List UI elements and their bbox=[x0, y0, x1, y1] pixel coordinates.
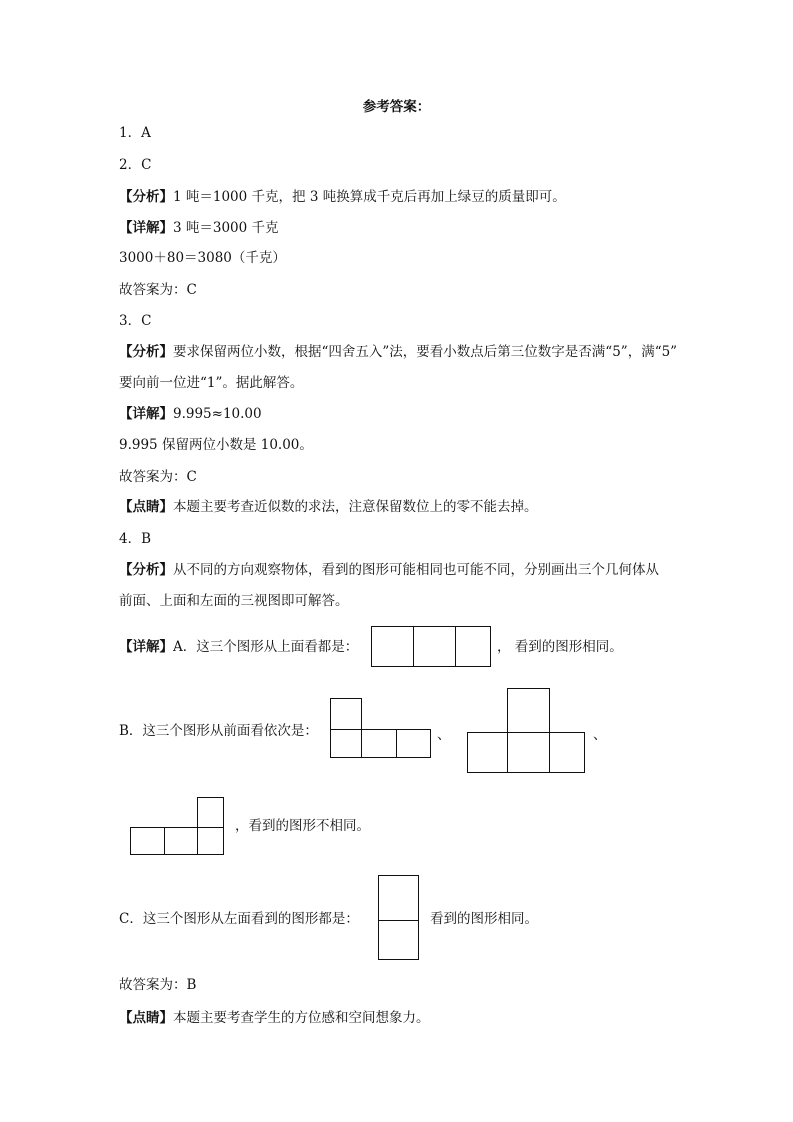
page-title: 参考答案： bbox=[362, 99, 431, 115]
q4-analysis-cont: 前面、上面和左面的三视图即可解答。 bbox=[119, 593, 349, 609]
q3-calc: 9.995 保留两位小数是 10.00。 bbox=[119, 437, 313, 453]
q4-analysis bbox=[119, 561, 659, 579]
analysis-text: 从不同的方向观察物体，看到的图形可能相同也可能不同，分别画出三个几何体从 bbox=[173, 562, 659, 578]
q4-detail-c: C．这三个图形从左面看到的图形都是： bbox=[119, 911, 359, 927]
front-view-square bbox=[197, 827, 224, 855]
q3-answer: 故答案为：C bbox=[119, 469, 197, 485]
detail-text: 3 吨＝3000 千克 bbox=[173, 220, 279, 236]
front-view-square bbox=[396, 729, 431, 758]
detail-tag: 【详解】 bbox=[119, 220, 173, 236]
front-view-square bbox=[549, 732, 585, 773]
answer-1: 1．A bbox=[119, 125, 151, 141]
front-view-square bbox=[330, 698, 362, 730]
front-view-square bbox=[467, 732, 508, 773]
top-view-square bbox=[371, 626, 414, 667]
comment-tag: 【点睛】 bbox=[119, 1010, 173, 1026]
analysis-text: 1 吨＝1000 千克，把 3 吨换算成千克后再加上绿豆的质量即可。 bbox=[173, 189, 566, 205]
comment-text: 本题主要考查近似数的求法，注意保留数位上的零不能去掉。 bbox=[173, 499, 538, 515]
front-view-square bbox=[130, 827, 165, 855]
analysis-tag: 【分析】 bbox=[119, 562, 173, 578]
front-view-square bbox=[330, 729, 362, 758]
q4-c-suffix: 看到的图形相同。 bbox=[430, 911, 538, 927]
q2-answer: 故答案为：C bbox=[119, 282, 197, 298]
comment-text: 本题主要考查学生的方位感和空间想象力。 bbox=[173, 1010, 430, 1026]
q4-detail-a bbox=[119, 638, 358, 656]
top-view-square bbox=[413, 626, 456, 667]
q4-answer: 故答案为：B bbox=[119, 977, 197, 993]
answer-2: 2．C bbox=[119, 157, 152, 173]
detail-text: A．这三个图形从上面看都是： bbox=[173, 639, 359, 655]
front-view-square bbox=[361, 729, 397, 758]
q2-detail bbox=[119, 219, 279, 237]
q3-detail bbox=[119, 405, 262, 423]
q2-analysis bbox=[119, 188, 566, 206]
q4-a-suffix: ， 看到的图形相同。 bbox=[497, 639, 623, 655]
answer-3: 3．C bbox=[119, 313, 152, 329]
separator: 、 bbox=[593, 727, 607, 743]
front-view-square bbox=[507, 688, 550, 733]
q4-b-suffix: ，看到的图形不相同。 bbox=[235, 818, 370, 834]
q3-analysis-cont: 要向前一位进“1”。据此解答。 bbox=[119, 375, 304, 391]
q4-comment bbox=[119, 1009, 430, 1027]
detail-tag: 【详解】 bbox=[119, 639, 173, 655]
answer-4: 4．B bbox=[119, 531, 152, 547]
q2-calc: 3000＋80＝3080（千克） bbox=[119, 250, 286, 266]
detail-text: 9.995≈10.00 bbox=[173, 406, 262, 422]
front-view-square bbox=[197, 797, 224, 828]
front-view-square bbox=[507, 732, 550, 773]
left-view-square bbox=[378, 920, 419, 960]
analysis-tag: 【分析】 bbox=[119, 344, 173, 360]
q3-analysis bbox=[119, 343, 677, 361]
q4-detail-b: B．这三个图形从前面看依次是： bbox=[119, 723, 318, 739]
front-view-square bbox=[164, 827, 198, 855]
analysis-tag: 【分析】 bbox=[119, 189, 173, 205]
top-view-square bbox=[455, 626, 491, 667]
left-view-square bbox=[378, 875, 419, 921]
q3-comment bbox=[119, 498, 538, 516]
detail-tag: 【详解】 bbox=[119, 406, 173, 422]
analysis-text: 要求保留两位小数，根据“四舍五入”法，要看小数点后第三位数字是否满“5”，满“5” bbox=[173, 344, 678, 360]
separator: 、 bbox=[437, 727, 451, 743]
comment-tag: 【点睛】 bbox=[119, 499, 173, 515]
